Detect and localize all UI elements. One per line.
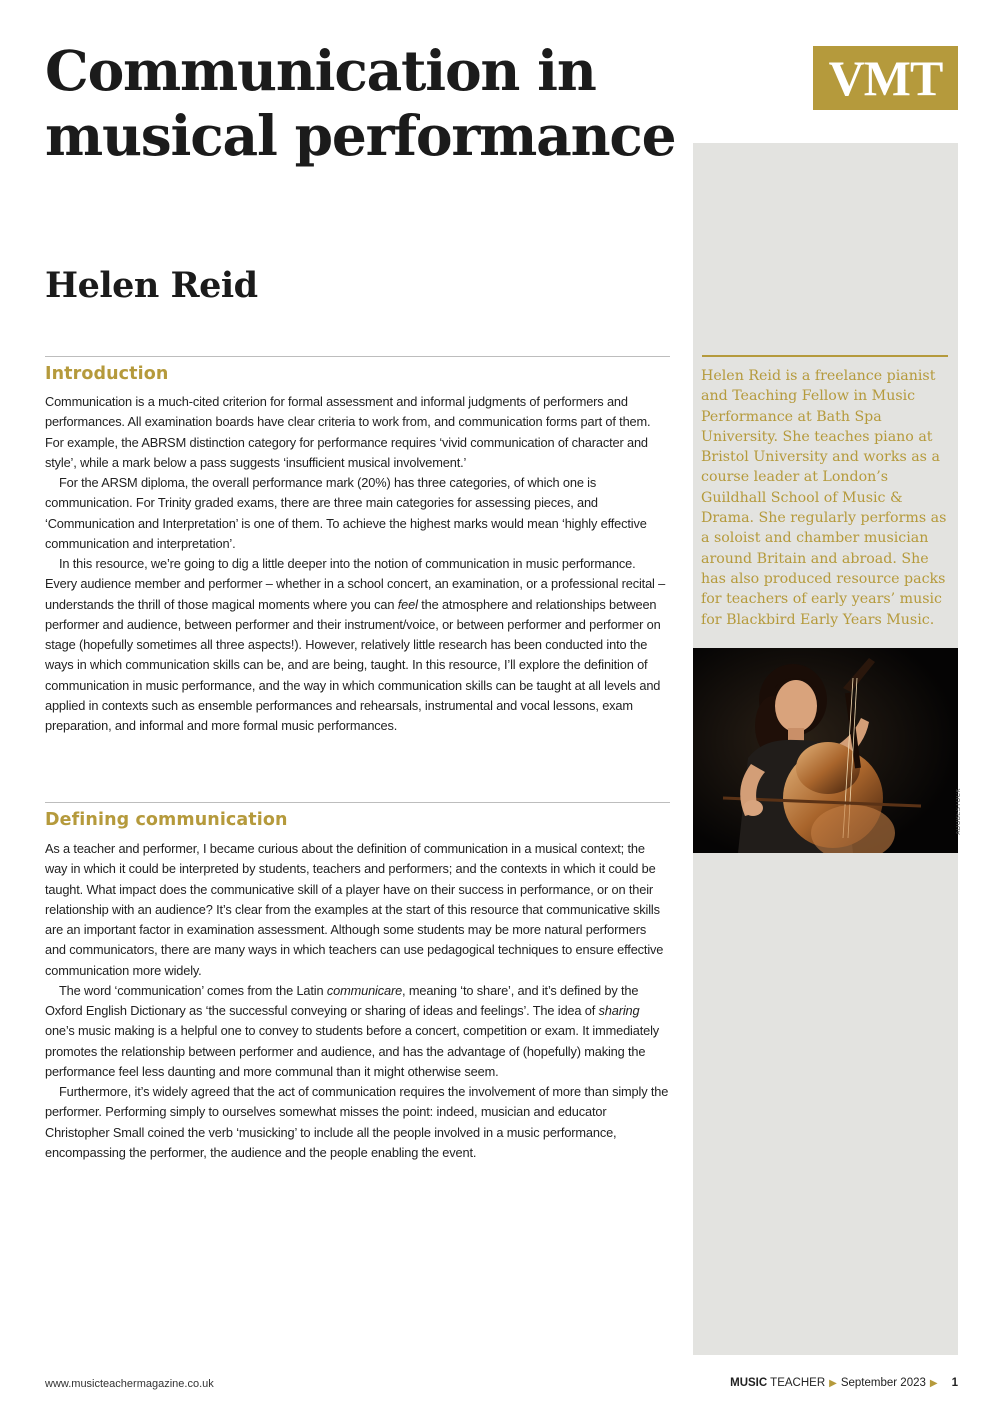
page-number: 1: [951, 1377, 958, 1389]
cellist-photo-illustration: [693, 648, 958, 853]
footer-url[interactable]: www.musicteachermagazine.co.uk: [45, 1378, 214, 1390]
intro-p3-emphasis: feel: [397, 596, 418, 612]
triangle-right-icon: ▶: [929, 1378, 938, 1389]
intro-p3-part-a: In this resource, we’re going to dig a little deeper into the notion of communication in music performance. Every audience member and performer – whether in a school concert, an examination, or a professional recital – understands the thrill of those magical moments where you can: [45, 556, 666, 612]
vmt-logo: VMT: [813, 46, 958, 110]
section-heading-introduction: Introduction: [45, 364, 169, 384]
issue-date: September 2023: [840, 1377, 926, 1389]
bio-divider: [702, 355, 948, 357]
def-p2-part-c: one’s music making is a helpful one to convey to students before a concert, competition or exam. It immediately promotes the relationship between performer and audience, and has the advantage of (hopefully) making the performance feel less daunting and more communal than it might otherwise seem.: [45, 1023, 660, 1079]
section-heading-defining: Defining communication: [45, 810, 288, 830]
cellist-photo: [693, 648, 958, 853]
defining-body: [45, 839, 669, 1163]
defining-paragraph-1: As a teacher and performer, I became curious about the definition of communication in a musical context; the way in which it could be interpreted by students, teachers and performers; and the contexts in which it could be taught. What impact does the communicative skill of a player have on their success in performance, or on their relationship with an audience? It’s clear from the examples at the start of this resource that communicative skills are an important factor in examination assessment. Although some students may be more natural performers and communicators, there are many ways in which teachers can use pedagogical techniques to ensure effective communication more widely.: [45, 841, 664, 978]
triangle-right-icon: ▶: [829, 1378, 837, 1389]
section-divider: [45, 356, 670, 357]
magazine-name-rest: TEACHER: [767, 1377, 826, 1389]
def-p2-part-a: The word ‘communication’ comes from the Latin: [59, 982, 327, 998]
defining-paragraph-3: Furthermore, it’s widely agreed that the act of communication requires the involvement of more than simply the performer. Performing simply to ourselves somewhat misses the point: indeed, musician and educator Christopher Small coined the verb ‘musicking’ to include all the people involved in a music performance, encompassing the performer, the audience and the people enabling the event.: [45, 1084, 669, 1160]
magazine-name-strong: MUSIC: [730, 1377, 768, 1389]
intro-p3-part-b: the atmosphere and relationships between performer and audience, between performer and their instrument/voice, or between performer and performer on stage (hopefully sometimes all three aspects!). However, relatively little research has been conducted into the ways in which communication skills can be, and are being, taught. In this resource, I’ll explore the definition of communication in music performance, and the way in which communication skills can be taught at all levels and applied in contexts such as ensemble performances and rehearsals, instrumental and vocal lessons, exam preparation, and informal and more formal music performances.: [45, 596, 661, 733]
def-p2-part-b: , meaning ‘to share’, and it’s defined by the Oxford English Dictionary as ‘the successful conveying or sharing of ideas and feelings’. The idea of: [45, 982, 639, 1018]
introduction-paragraph-2: For the ARSM diploma, the overall performance mark (20%) has three categories, of which one is communication. For Trinity graded exams, there are three main categories for assessing pieces, and ‘Communication and Interpretation’ is one of them. To achieve the highest marks would mean ‘highly effective communication and interpretation’.: [45, 475, 647, 551]
def-p2-emphasis-1: communicare: [326, 982, 403, 998]
article-title: Communication in musical performance: [45, 38, 676, 168]
author-bio: Helen Reid is a freelance pianist and Teaching Fellow in Music Performance at Bath Spa University. She teaches piano at Bristol University and works as a course leader at London’s Guildhall School of Music & Drama. She regularly performs as a soloist and chamber musician around Britain and abroad. She has also produced resource packs for teachers of early years’ music for Blackbird Early Years Music.: [701, 368, 947, 628]
introduction-paragraph-3: [45, 554, 669, 736]
photo-credit: ADOBESTOCK: [956, 788, 962, 835]
introduction-body: [45, 392, 669, 736]
author-name: Helen Reid: [45, 265, 258, 306]
defining-paragraph-2: [45, 981, 669, 1082]
def-p2-emphasis-2: sharing: [598, 1003, 640, 1018]
section-divider: [45, 802, 670, 803]
footer-issue-info: [730, 1377, 958, 1389]
introduction-paragraph-1: Communication is a much-cited criterion for formal assessment and informal judgments of performers and performances. All examination boards have clear criteria to work from, and communication forms part of them. For example, the ABRSM distinction category for performance requires ‘vivid communication of character and style’, while a mark below a pass suggests ‘insufficient musical involvement.’: [45, 394, 651, 470]
